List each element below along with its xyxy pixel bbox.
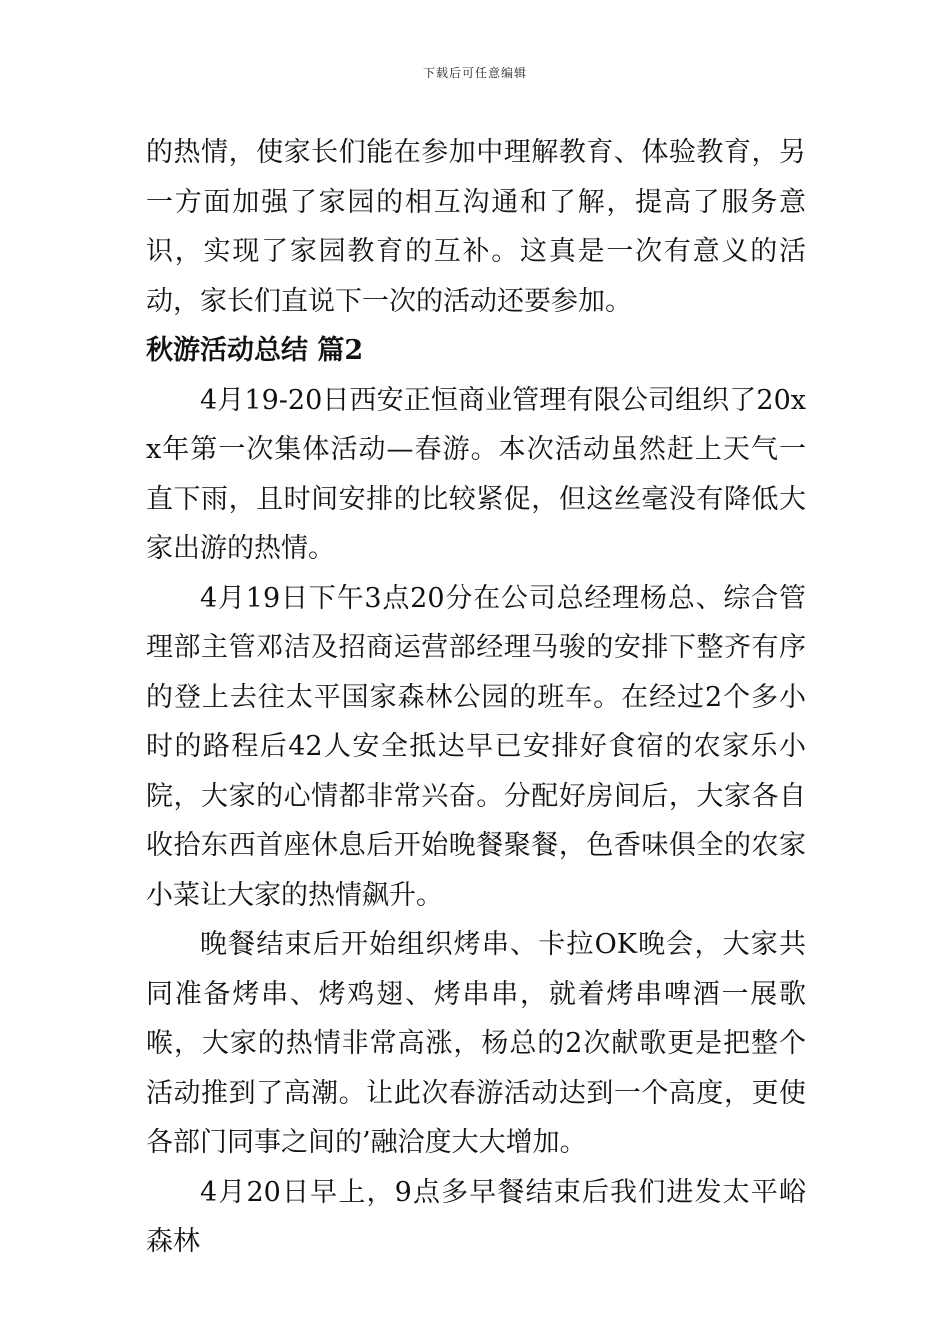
page-header: 下载后可任意编辑 <box>422 66 527 80</box>
body-paragraph: 4月19-20日西安正恒商业管理有限公司组织了20xx年第一次集体活动—春游。本次活动虽然赶上天气一直下雨，且时间安排的比较紧促，但这丝毫没有降低大家出游的热情。 <box>146 384 806 564</box>
body-paragraph: 晚餐结束后开始组织烤串、卡拉OK晚会，大家共同准备烤串、烤鸡翅、烤串串，就着烤串啤酒一展歌喉，大家的热情非常高涨，杨总的2次献歌更是把整个活动推到了高潮。让此次春游活动达到一个高度，更使各部门同事之间的’融洽度大大增加。 <box>146 929 806 1158</box>
body-paragraph: 4月19日下午3点20分在公司总经理杨总、综合管理部主管邓洁及招商运营部经理马骏的安排下整齐有序的登上去往太平国家森林公园的班车。在经过2个多小时的路程后42人安全抵达早已安排好食宿的农家乐小院，大家的心情都非常兴奋。分配好房间后，大家各自收拾东西首座休息后开始晚餐聚餐，色香味俱全的农家小菜让大家的热情飙升。 <box>146 582 806 911</box>
document-body <box>146 128 806 1267</box>
section-title: 秋游活动总结 篇2 <box>146 335 364 366</box>
body-paragraph: 4月20日早上，9点多早餐结束后我们进发太平峪森林 <box>146 1176 806 1257</box>
body-paragraph: 的热情，使家长们能在参加中理解教育、体验教育，另一方面加强了家园的相互沟通和了解，提高了服务意识，实现了家园教育的互补。这真是一次有意义的活动，家长们直说下一次的活动还要参加。 <box>146 137 806 317</box>
